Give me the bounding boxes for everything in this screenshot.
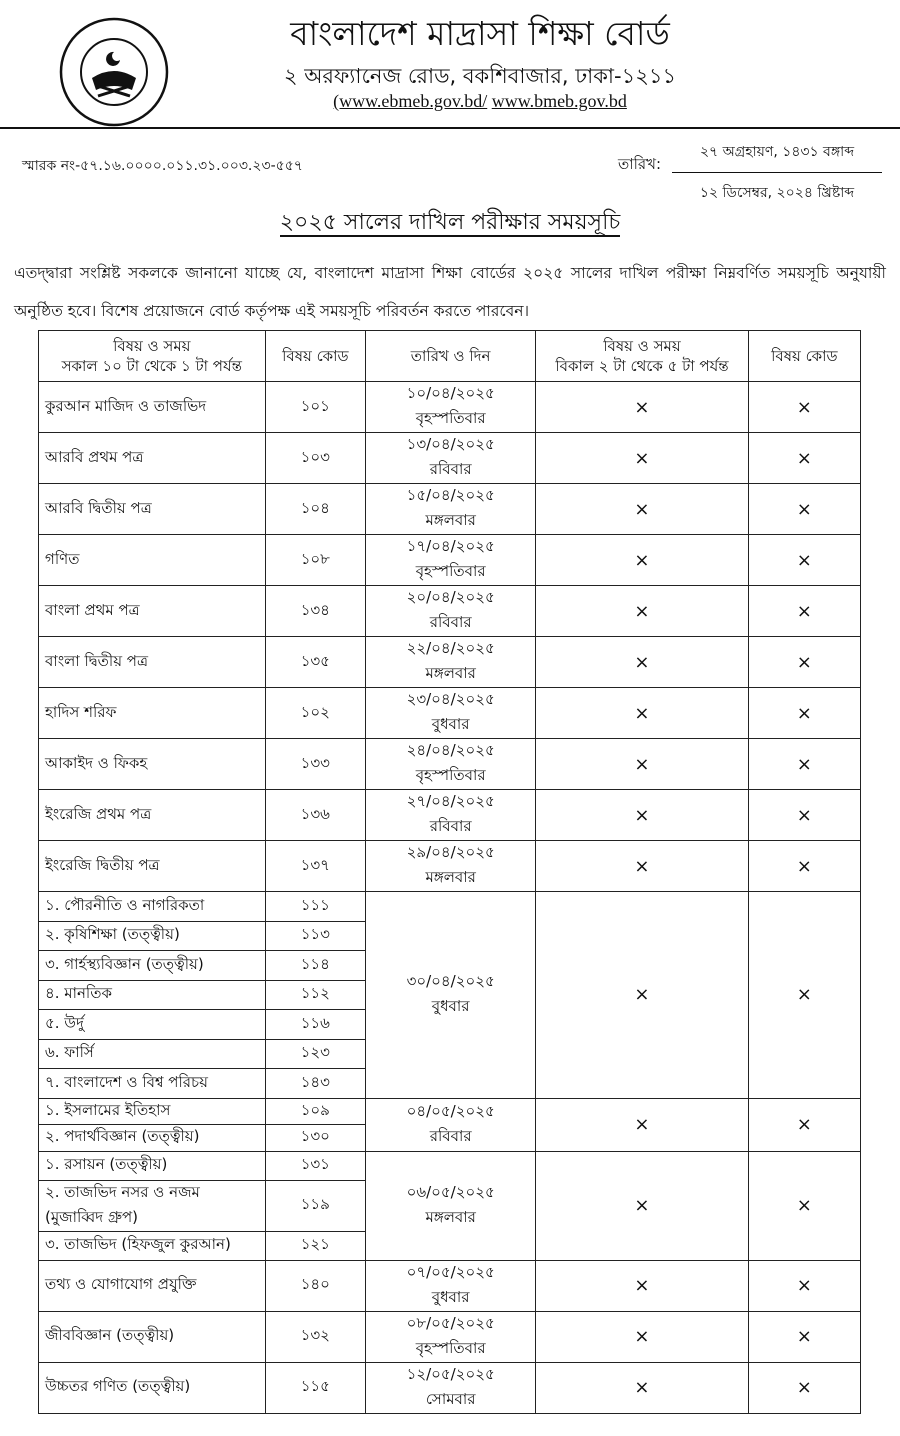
date-value: ২২/০৪/২০২৫ [406,639,495,657]
afternoon-code-none: × [748,484,860,535]
subject-name: তথ্য ও যোগাযোগ প্রযুক্তি [39,1260,266,1311]
subject-name: ১. ইসলামের ইতিহাস [39,1098,266,1125]
date-value: ১৩/০৪/২০২৫ [406,435,495,453]
afternoon-subject-none: × [536,484,748,535]
date-value: ০৮/০৫/২০২৫ [406,1313,495,1332]
date-value: ১০/০৪/২০২৫ [406,384,495,402]
subject-name: বাংলা প্রথম পত্র [39,586,266,637]
subject-name: ইংরেজি দ্বিতীয় পত্র [39,841,266,892]
day-value: রবিবার [429,817,472,835]
header-morning-subject: বিষয় ও সময় সকাল ১০ টা থেকে ১ টা পর্যন্ত [39,331,266,382]
subject-name: আরবি প্রথম পত্র [39,433,266,484]
document-title: ২০২৫ সালের দাখিল পরীক্ষার সময়সূচি [279,210,621,235]
date-english: ১২ ডিসেম্বর, ২০২৪ খ্রিষ্টাব্দ [699,185,855,201]
afternoon-subject-none: × [536,637,748,688]
afternoon-code-none: × [748,1260,860,1311]
day-value: বৃহস্পতিবার [415,562,486,580]
day-value: মঙ্গলবার [425,511,476,529]
subject-code: ১১৯ [265,1180,365,1231]
afternoon-code-none: × [748,1362,860,1413]
table-row [39,688,861,739]
exam-date [366,433,536,484]
afternoon-code-none: × [748,433,860,484]
subject-name: ২. কৃষিশিক্ষা (তত্ত্বীয়) [39,921,266,951]
table-row [39,535,861,586]
subject-code: ১০১ [265,382,365,433]
afternoon-subject-none: × [536,1151,748,1260]
table-row [39,433,861,484]
subject-code: ১৩৪ [265,586,365,637]
subject-code: ১৩৬ [265,790,365,841]
afternoon-subject-none: × [536,586,748,637]
table-row [39,841,861,892]
subject-code: ১২১ [265,1231,365,1260]
subject-code: ১৪৩ [265,1069,365,1099]
subject-code: ১১২ [265,980,365,1010]
afternoon-subject-none: × [536,382,748,433]
afternoon-code-none: × [748,1098,860,1151]
subject-name: ১. পৌরনীতি ও নাগরিকতা [39,892,266,922]
date-label: তারিখ: [618,155,662,173]
subject-name: কুরআন মাজিদ ও তাজভিদ [39,382,266,433]
subject-name: ৩. গার্হস্থ্যবিজ্ঞান (তত্ত্বীয়) [39,951,266,981]
exam-date [366,637,536,688]
memo-date [672,138,882,207]
day-value: রবিবার [429,460,472,478]
exam-date [366,382,536,433]
afternoon-subject-none: × [536,433,748,484]
date-bangla: ২৭ অগ্রহায়ণ, ১৪৩১ বঙ্গাব্দ [672,138,882,173]
afternoon-code-none: × [748,841,860,892]
afternoon-subject-none: × [536,1098,748,1151]
exam-date [366,1098,536,1151]
exam-date [366,1362,536,1413]
exam-date [366,484,536,535]
day-value: বৃহস্পতিবার [415,766,486,784]
exam-date [366,790,536,841]
day-value: বুধবার [431,715,470,733]
afternoon-code-none: × [748,892,860,1099]
afternoon-code-none: × [748,1151,860,1260]
subject-name: ৫. উর্দু [39,1010,266,1040]
exam-date [366,688,536,739]
day-value: সোমবার [425,1389,476,1408]
subject-name: হাদিস শরিফ [39,688,266,739]
exam-schedule-table [38,330,861,1414]
subject-code: ১১১ [265,892,365,922]
table-row [39,790,861,841]
subject-name: ২. পদার্থবিজ্ঞান (তত্ত্বীয়) [39,1125,266,1152]
day-value: বৃহস্পতিবার [415,1338,486,1357]
exam-date [366,1151,536,1260]
date-value: ২৯/০৪/২০২৫ [406,843,495,861]
date-value: ২৭/০৪/২০২৫ [406,792,495,810]
exam-date [366,1260,536,1311]
date-value: ০৬/০৫/২০২৫ [406,1182,495,1201]
table-row [39,484,861,535]
org-name: বাংলাদেশ মাদ্রাসা শিক্ষা বোর্ড [290,14,670,53]
date-value: ০৪/০৫/২০২৫ [406,1101,495,1120]
website-link-2[interactable]: www.bmeb.gov.bd [491,91,627,111]
subject-code: ১০৯ [265,1098,365,1125]
day-value: রবিবার [429,1126,472,1145]
afternoon-subject-none: × [536,841,748,892]
afternoon-subject-none: × [536,892,748,1099]
date-value: ৩০/০৪/২০২৫ [406,971,495,990]
table-row [39,1362,861,1413]
afternoon-subject-none: × [536,1260,748,1311]
day-value: বৃহস্পতিবার [415,409,486,427]
afternoon-code-none: × [748,637,860,688]
header-date: তারিখ ও দিন [366,331,536,382]
table-row [39,637,861,688]
afternoon-code-none: × [748,739,860,790]
subject-name: ৩. তাজভিদ (হিফজুল কুরআন) [39,1231,266,1260]
memo-number: স্মারক নং-৫৭.১৬.০০০০.০১১.৩১.০০৩.২৩-৫৫৭ [22,158,303,174]
subject-name: গণিত [39,535,266,586]
header-afternoon-subject: বিষয় ও সময় বিকাল ২ টা থেকে ৫ টা পর্যন্ত [536,331,748,382]
afternoon-code-none: × [748,535,860,586]
intro-paragraph: এতদ্দ্বারা সংশ্লিষ্ট সকলকে জানানো যাচ্ছে যে, বাংলাদেশ মাদ্রাসা শিক্ষা বোর্ডের ২০২৫ সালের দাখিল পরীক্ষা নিম্নবর্ণিত সময়সূচি অনুযায়ী অনুষ্ঠিত হবে। বিশেষ প্রয়োজনে বোর্ড কর্তৃপক্ষ এই সময়সূচি পরিবর্তন করতে পারবেন। [14,264,886,320]
afternoon-subject-none: × [536,739,748,790]
table-header-row [39,331,861,382]
date-value: ০৭/০৫/২০২৫ [406,1262,495,1281]
subject-name: উচ্চতর গণিত (তত্ত্বীয়) [39,1362,266,1413]
subject-code: ১০২ [265,688,365,739]
subject-name: ১. রসায়ন (তত্ত্বীয়) [39,1151,266,1180]
afternoon-subject-none: × [536,688,748,739]
date-value: ১৫/০৪/২০২৫ [406,486,495,504]
date-value: ১২/০৫/২০২৫ [406,1364,495,1383]
day-value: মঙ্গলবার [425,868,476,886]
afternoon-code-none: × [748,688,860,739]
day-value: রবিবার [429,613,472,631]
subject-name: আরবি দ্বিতীয় পত্র [39,484,266,535]
header-code: বিষয় কোড [265,331,365,382]
subject-name: ৬. ফার্সি [39,1039,266,1069]
day-value: মঙ্গলবার [425,664,476,682]
subject-code: ১৪০ [265,1260,365,1311]
day-value: বুধবার [431,1287,470,1306]
table-row [39,1311,861,1362]
table-row [39,1260,861,1311]
exam-date [366,1311,536,1362]
table-row [39,1098,861,1125]
header-divider [0,127,900,129]
exam-date [366,586,536,637]
table-row [39,382,861,433]
day-value: বুধবার [431,996,470,1015]
subject-code: ১২৩ [265,1039,365,1069]
subject-code: ১৩৩ [265,739,365,790]
afternoon-code-none: × [748,586,860,637]
afternoon-code-none: × [748,382,860,433]
afternoon-code-none: × [748,790,860,841]
subject-name: ইংরেজি প্রথম পত্র [39,790,266,841]
table-row [39,586,861,637]
subject-name: ৪. মানতিক [39,980,266,1010]
afternoon-code-none: × [748,1311,860,1362]
exam-date [366,892,536,1099]
subject-code: ১১৬ [265,1010,365,1040]
afternoon-subject-none: × [536,535,748,586]
date-value: ২০/০৪/২০২৫ [406,588,495,606]
subject-code: ১০৪ [265,484,365,535]
subject-code: ১৩১ [265,1151,365,1180]
date-value: ১৭/০৪/২০২৫ [406,537,495,555]
websites [0,91,900,112]
day-value: মঙ্গলবার [425,1207,476,1226]
subject-code: ১০৩ [265,433,365,484]
subject-code: ১৩০ [265,1125,365,1152]
table-row [39,892,861,922]
subject-code: ১৩৭ [265,841,365,892]
subject-name: বাংলা দ্বিতীয় পত্র [39,637,266,688]
date-value: ২৪/০৪/২০২৫ [406,741,495,759]
subject-code: ১১৪ [265,951,365,981]
subject-code: ১৩২ [265,1311,365,1362]
table-row [39,1151,861,1180]
exam-date [366,739,536,790]
subject-code: ১১৩ [265,921,365,951]
subject-name: জীববিজ্ঞান (তত্ত্বীয়) [39,1311,266,1362]
exam-date [366,535,536,586]
org-address: ২ অরফ্যানেজ রোড, বকশিবাজার, ঢাকা-১২১১ [283,64,677,88]
date-value: ২৩/০৪/২০২৫ [406,690,495,708]
subject-name: ২. তাজভিদ নসর ও নজম (মুজাব্বিদ গ্রুপ) [39,1180,266,1231]
table-row [39,739,861,790]
subject-code: ১০৮ [265,535,365,586]
afternoon-subject-none: × [536,1311,748,1362]
website-link-1[interactable]: (www.ebmeb.gov.bd/ [333,91,488,111]
header-afternoon-code: বিষয় কোড [748,331,860,382]
subject-name: ৭. বাংলাদেশ ও বিশ্ব পরিচয় [39,1069,266,1099]
afternoon-subject-none: × [536,1362,748,1413]
subject-code: ১১৫ [265,1362,365,1413]
exam-date [366,841,536,892]
subject-code: ১৩৫ [265,637,365,688]
afternoon-subject-none: × [536,790,748,841]
subject-name: আকাইদ ও ফিকহ [39,739,266,790]
